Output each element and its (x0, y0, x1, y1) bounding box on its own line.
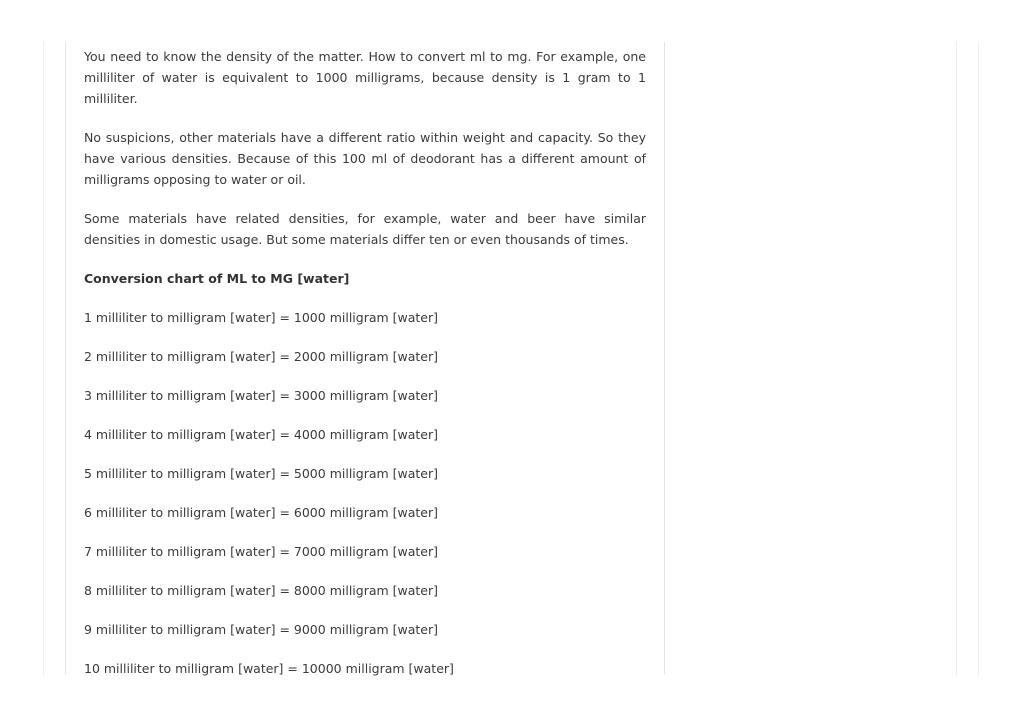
conversion-row: 3 milliliter to milligram [water] = 3000 milligram [water] (84, 388, 439, 403)
conversion-row: 6 milliliter to milligram [water] = 6000 milligram [water] (84, 505, 439, 520)
conversion-chart-heading: Conversion chart of ML to MG [water] (84, 271, 350, 286)
conversion-row: 9 milliliter to milligram [water] = 9000 milligram [water] (84, 622, 439, 637)
conversion-row: 2 milliliter to milligram [water] = 2000 milligram [water] (84, 349, 439, 364)
article-paragraph: No suspicions, other materials have a different ratio within weight and capacity. So they have various densities. Because of this 100 ml of deodorant has a different amount of milligrams opposing to water or oil. (84, 130, 646, 187)
conversion-row: 4 milliliter to milligram [water] = 4000 milligram [water] (84, 427, 439, 442)
article-paragraph: Some materials have related densities, for example, water and beer have similar densities in domestic usage. But some materials differ ten or even thousands of times. (84, 211, 646, 247)
conversion-row: 8 milliliter to milligram [water] = 8000 milligram [water] (84, 583, 439, 598)
conversion-row: 10 milliliter to milligram [water] = 10000 milligram [water] (84, 661, 454, 676)
article-paragraph: You need to know the density of the matter. How to convert ml to mg. For example, one milliliter of water is equivalent to 1000 milligrams, because density is 1 gram to 1 milliliter. (84, 49, 646, 106)
article-body (84, 46, 646, 697)
sidebar (665, 42, 957, 675)
conversion-row: 7 milliliter to milligram [water] = 7000 milligram [water] (84, 544, 439, 559)
conversion-row: 1 milliliter to milligram [water] = 1000 milligram [water] (84, 310, 439, 325)
page-border-left (43, 42, 44, 675)
page-border-right (978, 42, 979, 675)
conversion-row: 5 milliliter to milligram [water] = 5000 milligram [water] (84, 466, 439, 481)
